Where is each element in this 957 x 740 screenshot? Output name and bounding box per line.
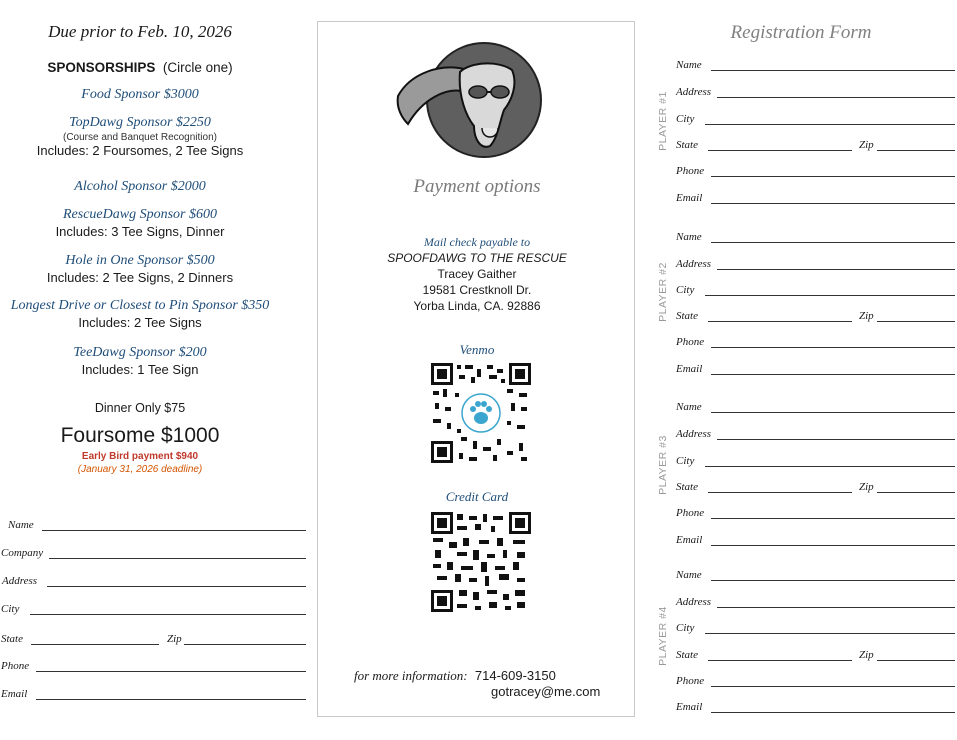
sponsor-includes: Includes: 2 Tee Signs, 2 Dinners <box>46 270 234 285</box>
sponsor-phone-row <box>0 656 310 674</box>
sponsor-includes: Includes: 2 Tee Signs <box>78 315 202 330</box>
player3-email-row <box>676 531 957 549</box>
sponsorships-note: (Circle one) <box>162 60 233 75</box>
sponsor-topdawg[interactable] <box>0 114 280 178</box>
phone-field[interactable] <box>36 671 306 672</box>
sponsor-state-row <box>0 629 310 647</box>
field-label: Email <box>676 701 703 713</box>
field-label: Email <box>1 688 28 700</box>
player3-city-field[interactable] <box>705 466 955 467</box>
field-label: Zip <box>859 649 874 661</box>
player4-state-field[interactable] <box>708 660 852 661</box>
field-label: Name <box>8 519 34 531</box>
field-label: Phone <box>1 660 30 672</box>
sponsor-longest-drive[interactable] <box>0 297 280 344</box>
early-bird-note: Early Bird payment $940 <box>81 451 199 462</box>
registration-column <box>645 0 957 740</box>
dog-logo-icon <box>386 40 546 162</box>
registration-title: Registration Form <box>730 22 872 43</box>
player4-phone-field[interactable] <box>711 686 955 687</box>
sponsor-teedawg[interactable] <box>0 344 280 384</box>
field-label: Address <box>676 86 712 98</box>
field-label: Email <box>676 534 703 546</box>
player3-name-row <box>676 398 957 416</box>
name-field[interactable] <box>42 530 306 531</box>
player1-email-field[interactable] <box>711 203 955 204</box>
sponsorships-heading <box>0 60 280 75</box>
field-label: Zip <box>859 481 874 493</box>
field-label: State <box>676 649 698 661</box>
player4-name-row <box>676 566 957 584</box>
email-field[interactable] <box>36 699 306 700</box>
player2-address-field[interactable] <box>717 269 955 270</box>
field-label: Name <box>676 401 702 413</box>
payee-city: Yorba Linda, CA. 92886 <box>413 299 541 313</box>
sponsor-company-row <box>0 543 310 561</box>
player3-zip-field[interactable] <box>877 492 955 493</box>
player1-phone-field[interactable] <box>711 176 955 177</box>
sponsor-note: (Course and Banquet Recognition) <box>63 132 217 143</box>
player4-name-field[interactable] <box>711 580 955 581</box>
company-field[interactable] <box>49 558 306 559</box>
sponsor-hole-in-one[interactable] <box>0 252 280 297</box>
player4-email-field[interactable] <box>711 712 955 713</box>
player2-email-row <box>676 360 957 378</box>
player3-address-row <box>676 425 957 443</box>
sponsor-alcohol[interactable] <box>0 178 280 206</box>
player3-email-field[interactable] <box>711 545 955 546</box>
sponsor-title: Hole in One Sponsor $500 <box>65 253 215 268</box>
player2-city-row <box>676 281 957 299</box>
sponsor-list <box>0 86 280 384</box>
sponsor-email-row <box>0 684 310 702</box>
player2-phone-field[interactable] <box>711 347 955 348</box>
venmo-qr-icon[interactable] <box>431 363 531 463</box>
field-label: Phone <box>676 336 705 348</box>
player3-state-row <box>676 478 957 496</box>
field-label: Address <box>2 575 38 587</box>
player1-email-row <box>676 189 957 207</box>
payee-street: 19581 Crestknoll Dr. <box>422 283 532 297</box>
player1-zip-field[interactable] <box>877 150 955 151</box>
sponsor-title: Food Sponsor $3000 <box>81 87 199 102</box>
due-date: Due prior to Feb. 10, 2026 <box>48 22 232 41</box>
sponsor-rescuedawg[interactable] <box>0 206 280 252</box>
info-label: for more information: <box>354 668 468 683</box>
player3-address-field[interactable] <box>717 439 955 440</box>
credit-card-label: Credit Card <box>445 489 509 504</box>
info-phone[interactable]: 714-609-3150 <box>474 668 556 683</box>
field-label: State <box>1 633 23 645</box>
player2-city-field[interactable] <box>705 295 955 296</box>
player1-name-row <box>676 56 957 74</box>
player4-email-row <box>676 698 957 716</box>
field-label: Name <box>676 231 702 243</box>
player-label-3: PLAYER #3 <box>657 435 669 495</box>
player4-phone-row <box>676 672 957 690</box>
player4-state-row <box>676 646 957 664</box>
player3-phone-field[interactable] <box>711 518 955 519</box>
sponsor-name-row <box>0 515 310 533</box>
sponsor-title: RescueDawg Sponsor $600 <box>63 207 217 222</box>
player4-city-row <box>676 619 957 637</box>
field-label: Email <box>676 363 703 375</box>
player4-address-row <box>676 593 957 611</box>
credit-card-qr-icon[interactable] <box>431 512 531 612</box>
sponsor-food[interactable] <box>0 86 280 114</box>
player2-state-row <box>676 307 957 325</box>
player4-zip-field[interactable] <box>877 660 955 661</box>
zip-field[interactable] <box>184 644 306 645</box>
dinner-only-option[interactable]: Dinner Only $75 <box>94 401 186 415</box>
player4-city-field[interactable] <box>705 633 955 634</box>
payee-name: Tracey Gaither <box>437 267 517 281</box>
field-label: Address <box>676 596 712 608</box>
player1-address-field[interactable] <box>717 97 955 98</box>
player2-name-row <box>676 228 957 246</box>
field-label: Address <box>676 428 712 440</box>
payee: SPOOFDAWG TO THE RESCUE <box>387 251 567 265</box>
player2-state-field[interactable] <box>708 321 852 322</box>
field-label: City <box>1 603 20 615</box>
player1-name-field[interactable] <box>711 70 955 71</box>
info-email[interactable]: gotracey@me.com <box>491 684 601 699</box>
sponsor-city-row <box>0 599 310 617</box>
field-label: Phone <box>676 165 705 177</box>
field-label: Phone <box>676 507 705 519</box>
field-label: Zip <box>859 310 874 322</box>
player3-state-field[interactable] <box>708 492 852 493</box>
state-field[interactable] <box>31 644 159 645</box>
player2-zip-field[interactable] <box>877 321 955 322</box>
player1-city-row <box>676 110 957 128</box>
player1-state-row <box>676 136 957 154</box>
sponsor-title: Longest Drive or Closest to Pin Sponsor $350 <box>10 298 270 313</box>
player-label-2: PLAYER #2 <box>657 262 669 322</box>
player3-phone-row <box>676 504 957 522</box>
player2-email-field[interactable] <box>711 374 955 375</box>
player-label-4: PLAYER #4 <box>657 606 669 666</box>
foursome-option[interactable]: Foursome $1000 <box>60 424 220 447</box>
field-label: Company <box>1 547 44 559</box>
mail-heading: Mail check payable to <box>423 235 531 249</box>
sponsor-address-row <box>0 571 310 589</box>
player3-city-row <box>676 452 957 470</box>
sponsor-includes: Includes: 2 Foursomes, 2 Tee Signs <box>36 143 244 158</box>
field-label: Email <box>676 192 703 204</box>
sponsor-title: TopDawg Sponsor $2250 <box>69 115 211 130</box>
field-label: State <box>676 139 698 151</box>
city-field[interactable] <box>30 614 306 615</box>
payment-panel <box>317 21 635 717</box>
field-label: Address <box>676 258 712 270</box>
more-info <box>354 668 600 700</box>
player2-address-row <box>676 255 957 273</box>
field-label: City <box>676 113 695 125</box>
address-field[interactable] <box>47 586 306 587</box>
field-label: Zip <box>859 139 874 151</box>
field-label: City <box>676 284 695 296</box>
field-label: State <box>676 481 698 493</box>
sponsorships-title: SPONSORSHIPS <box>47 60 156 75</box>
player2-name-field[interactable] <box>711 242 955 243</box>
player2-phone-row <box>676 333 957 351</box>
venmo-label: Venmo <box>459 342 495 357</box>
player4-address-field[interactable] <box>717 607 955 608</box>
player1-phone-row <box>676 162 957 180</box>
player-label-1: PLAYER #1 <box>657 91 669 151</box>
sponsorship-column <box>0 0 310 740</box>
field-label: Name <box>676 59 702 71</box>
mail-check-block <box>318 234 636 314</box>
player1-address-row <box>676 83 957 101</box>
player1-state-field[interactable] <box>708 150 852 151</box>
sponsor-title: TeeDawg Sponsor $200 <box>73 345 207 360</box>
field-label: Name <box>676 569 702 581</box>
player1-city-field[interactable] <box>705 124 955 125</box>
sponsor-includes: Includes: 1 Tee Sign <box>81 362 199 377</box>
sponsor-title: Alcohol Sponsor $2000 <box>74 179 206 194</box>
field-label: City <box>676 455 695 467</box>
sponsor-includes: Includes: 3 Tee Signs, Dinner <box>55 224 225 239</box>
field-label: State <box>676 310 698 322</box>
field-label: Zip <box>167 633 182 645</box>
field-label: Phone <box>676 675 705 687</box>
payment-options-title: Payment options <box>413 176 541 197</box>
field-label: City <box>676 622 695 634</box>
player3-name-field[interactable] <box>711 412 955 413</box>
deadline-note: (January 31, 2026 deadline) <box>77 464 203 475</box>
